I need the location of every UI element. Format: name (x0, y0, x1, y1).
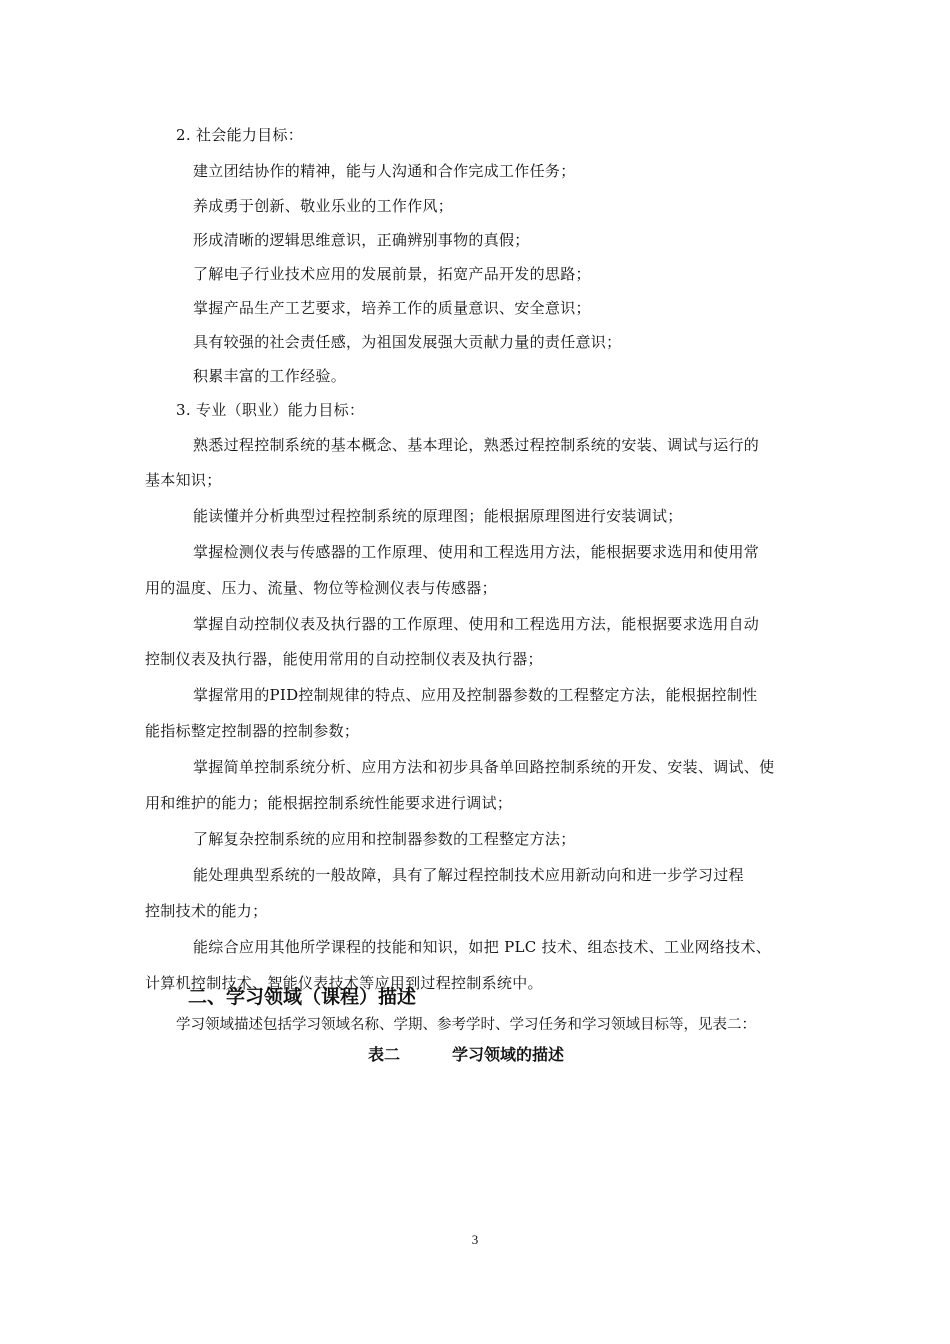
social-item-4: 了解电子行业技术应用的发展前景，拓宽产品开发的思路； (193, 265, 591, 283)
professional-line-16: 计算机控制技术、智能仪表技术等应用到过程控制系统中。 (145, 974, 543, 992)
professional-line-1: 熟悉过程控制系统的基本概念、基本理论，熟悉过程控制系统的安装、调试与运行的 (193, 436, 760, 454)
social-item-5: 掌握产品生产工艺要求，培养工作的质量意识、安全意识； (193, 299, 591, 317)
section-intro: 学习领域描述包括学习领域名称、学期、参考学时、学习任务和学习领域目标等，见表二： (176, 1017, 756, 1033)
professional-line-2: 基本知识； (145, 471, 222, 489)
social-ability-heading: 2. 社会能力目标： (176, 126, 304, 144)
professional-line-3: 能读懂并分析典型过程控制系统的原理图；能根据原理图进行安装调试； (193, 507, 683, 525)
social-item-3: 形成清晰的逻辑思维意识，正确辨别事物的真假； (193, 231, 530, 249)
professional-line-5: 用的温度、压力、流量、物位等检测仪表与传感器； (145, 579, 497, 597)
section-heading: 二、学习领域（课程）描述 (188, 986, 417, 1008)
professional-line-4: 掌握检测仪表与传感器的工作原理、使用和工程选用方法，能根据要求选用和使用常 (193, 543, 760, 561)
professional-line-11: 用和维护的能力；能根据控制系统性能要求进行调试； (145, 794, 513, 812)
professional-line-13: 能处理典型系统的一般故障，具有了解过程控制技术应用新动向和进一步学习过程 (193, 866, 744, 884)
professional-line-14: 控制技术的能力； (145, 902, 268, 920)
professional-line-9: 能指标整定控制器的控制参数； (145, 722, 360, 740)
professional-ability-heading: 3. 专业（职业）能力目标： (176, 401, 365, 419)
social-item-1: 建立团结协作的精神，能与人沟通和合作完成工作任务； (193, 162, 576, 180)
professional-line-7: 控制仪表及执行器，能使用常用的自动控制仪表及执行器； (145, 650, 543, 668)
social-item-6: 具有较强的社会责任感，为祖国发展强大贡献力量的责任意识； (193, 333, 622, 351)
professional-line-6: 掌握自动控制仪表及执行器的工作原理、使用和工程选用方法，能根据要求选用自动 (193, 615, 760, 633)
professional-line-8: 掌握常用的PID控制规律的特点、应用及控制器参数的工程整定方法，能根据控制性 (193, 686, 758, 704)
professional-line-12: 了解复杂控制系统的应用和控制器参数的工程整定方法； (193, 830, 576, 848)
table-caption-title: 学习领域的描述 (452, 1045, 565, 1064)
page-number: 3 (471, 1232, 479, 1247)
table-caption-label: 表二 (368, 1045, 401, 1064)
social-item-2: 养成勇于创新、敬业乐业的工作作风； (193, 197, 454, 215)
social-item-7: 积累丰富的工作经验。 (193, 367, 347, 385)
professional-line-15: 能综合应用其他所学课程的技能和知识，如把 PLC 技术、组态技术、工业网络技术、 (193, 938, 772, 956)
professional-line-10: 掌握简单控制系统分析、应用方法和初步具备单回路控制系统的开发、安装、调试、使 (193, 758, 775, 776)
